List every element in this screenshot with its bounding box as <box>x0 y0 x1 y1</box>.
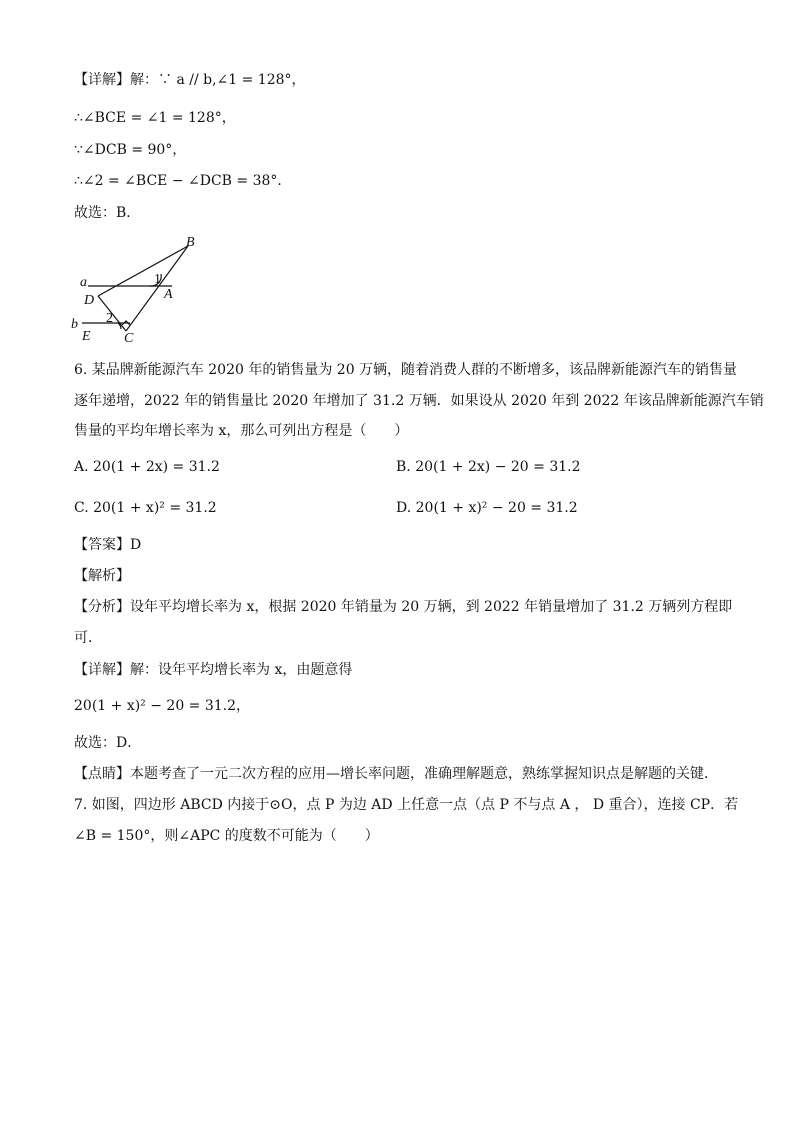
label-b-point: B <box>186 235 195 250</box>
q6-option-d: D. 20(1 + x)² − 20 = 31.2 <box>396 500 578 516</box>
prev-step-line-3: ∴∠2 = ∠BCE − ∠DCB = 38°． <box>74 173 292 189</box>
label-point-c: C <box>124 331 134 346</box>
q6-analysis-header: 【解析】 <box>74 568 130 584</box>
label-line-b: b <box>71 317 78 332</box>
q7-stem-line-2: ∠B = 150°，则∠APC 的度数不可能为（ ） <box>74 828 379 844</box>
prev-step-line-1: ∴∠BCE = ∠1 = 128°， <box>74 110 236 126</box>
q6-option-a: A. 20(1 + 2x) = 31.2 <box>74 459 220 475</box>
q6-detail-line: 【详解】解：设年平均增长率为 x，由题意得 <box>74 662 353 678</box>
label-point-a: A <box>164 287 173 302</box>
q6-equation: 20(1 + x)² − 20 = 31.2， <box>74 698 251 714</box>
label-point-d: D <box>84 293 95 308</box>
label-line-a: a <box>80 275 87 290</box>
q6-stem-line-3: 售量的平均年增长率为 x，那么可列出方程是（ ） <box>74 423 409 439</box>
label-angle-1: 1 <box>154 272 161 287</box>
segment-bd <box>98 246 188 296</box>
q6-answer: 【答案】D <box>74 537 142 553</box>
q6-stem-line-2: 逐年递增，2022 年的销售量比 2020 年增加了 31.2 万辆．如果设从 2020 年到 2022 年该品牌新能源汽车销 <box>74 393 764 409</box>
label-point-e: E <box>82 329 91 344</box>
q6-option-b: B. 20(1 + 2x) − 20 = 31.2 <box>396 459 581 475</box>
segment-bc <box>126 246 188 331</box>
q6-analysis-line-1: 【分析】设年平均增长率为 x，根据 2020 年销量为 20 万辆，到 2022 年销量增加了 31.2 万辆列方程即 <box>74 599 733 615</box>
prev-choice-line: 故选：B． <box>74 205 141 221</box>
q6-stem-line-1: 6. 某品牌新能源汽车 2020 年的销售量为 20 万辆，随着消费人群的不断增多，该品牌新能源汽车的销售量 <box>74 362 738 378</box>
q6-choice: 故选：D． <box>74 735 142 751</box>
q6-analysis-line-2: 可． <box>74 630 102 646</box>
q7-stem-line-1: 7. 如图，四边形 ABCD 内接于⊙O，点 P 为边 AD 上任意一点（点 P 不与点 A ， D 重合），连接 CP．若 <box>74 797 739 813</box>
label-angle-2: 2 <box>106 311 113 326</box>
prev-detail-line: 【详解】解：∵ a // b,∠1 = 128°， <box>74 72 306 88</box>
prev-step-line-2: ∵∠DCB = 90°， <box>74 142 187 158</box>
q6-option-c: C. 20(1 + x)² = 31.2 <box>74 500 217 516</box>
q6-comment: 【点睛】本题考查了一元二次方程的应用—增长率问题，准确理解题意，熟练掌握知识点是解题的关键． <box>74 766 718 782</box>
parallel-lines-figure <box>66 234 216 346</box>
